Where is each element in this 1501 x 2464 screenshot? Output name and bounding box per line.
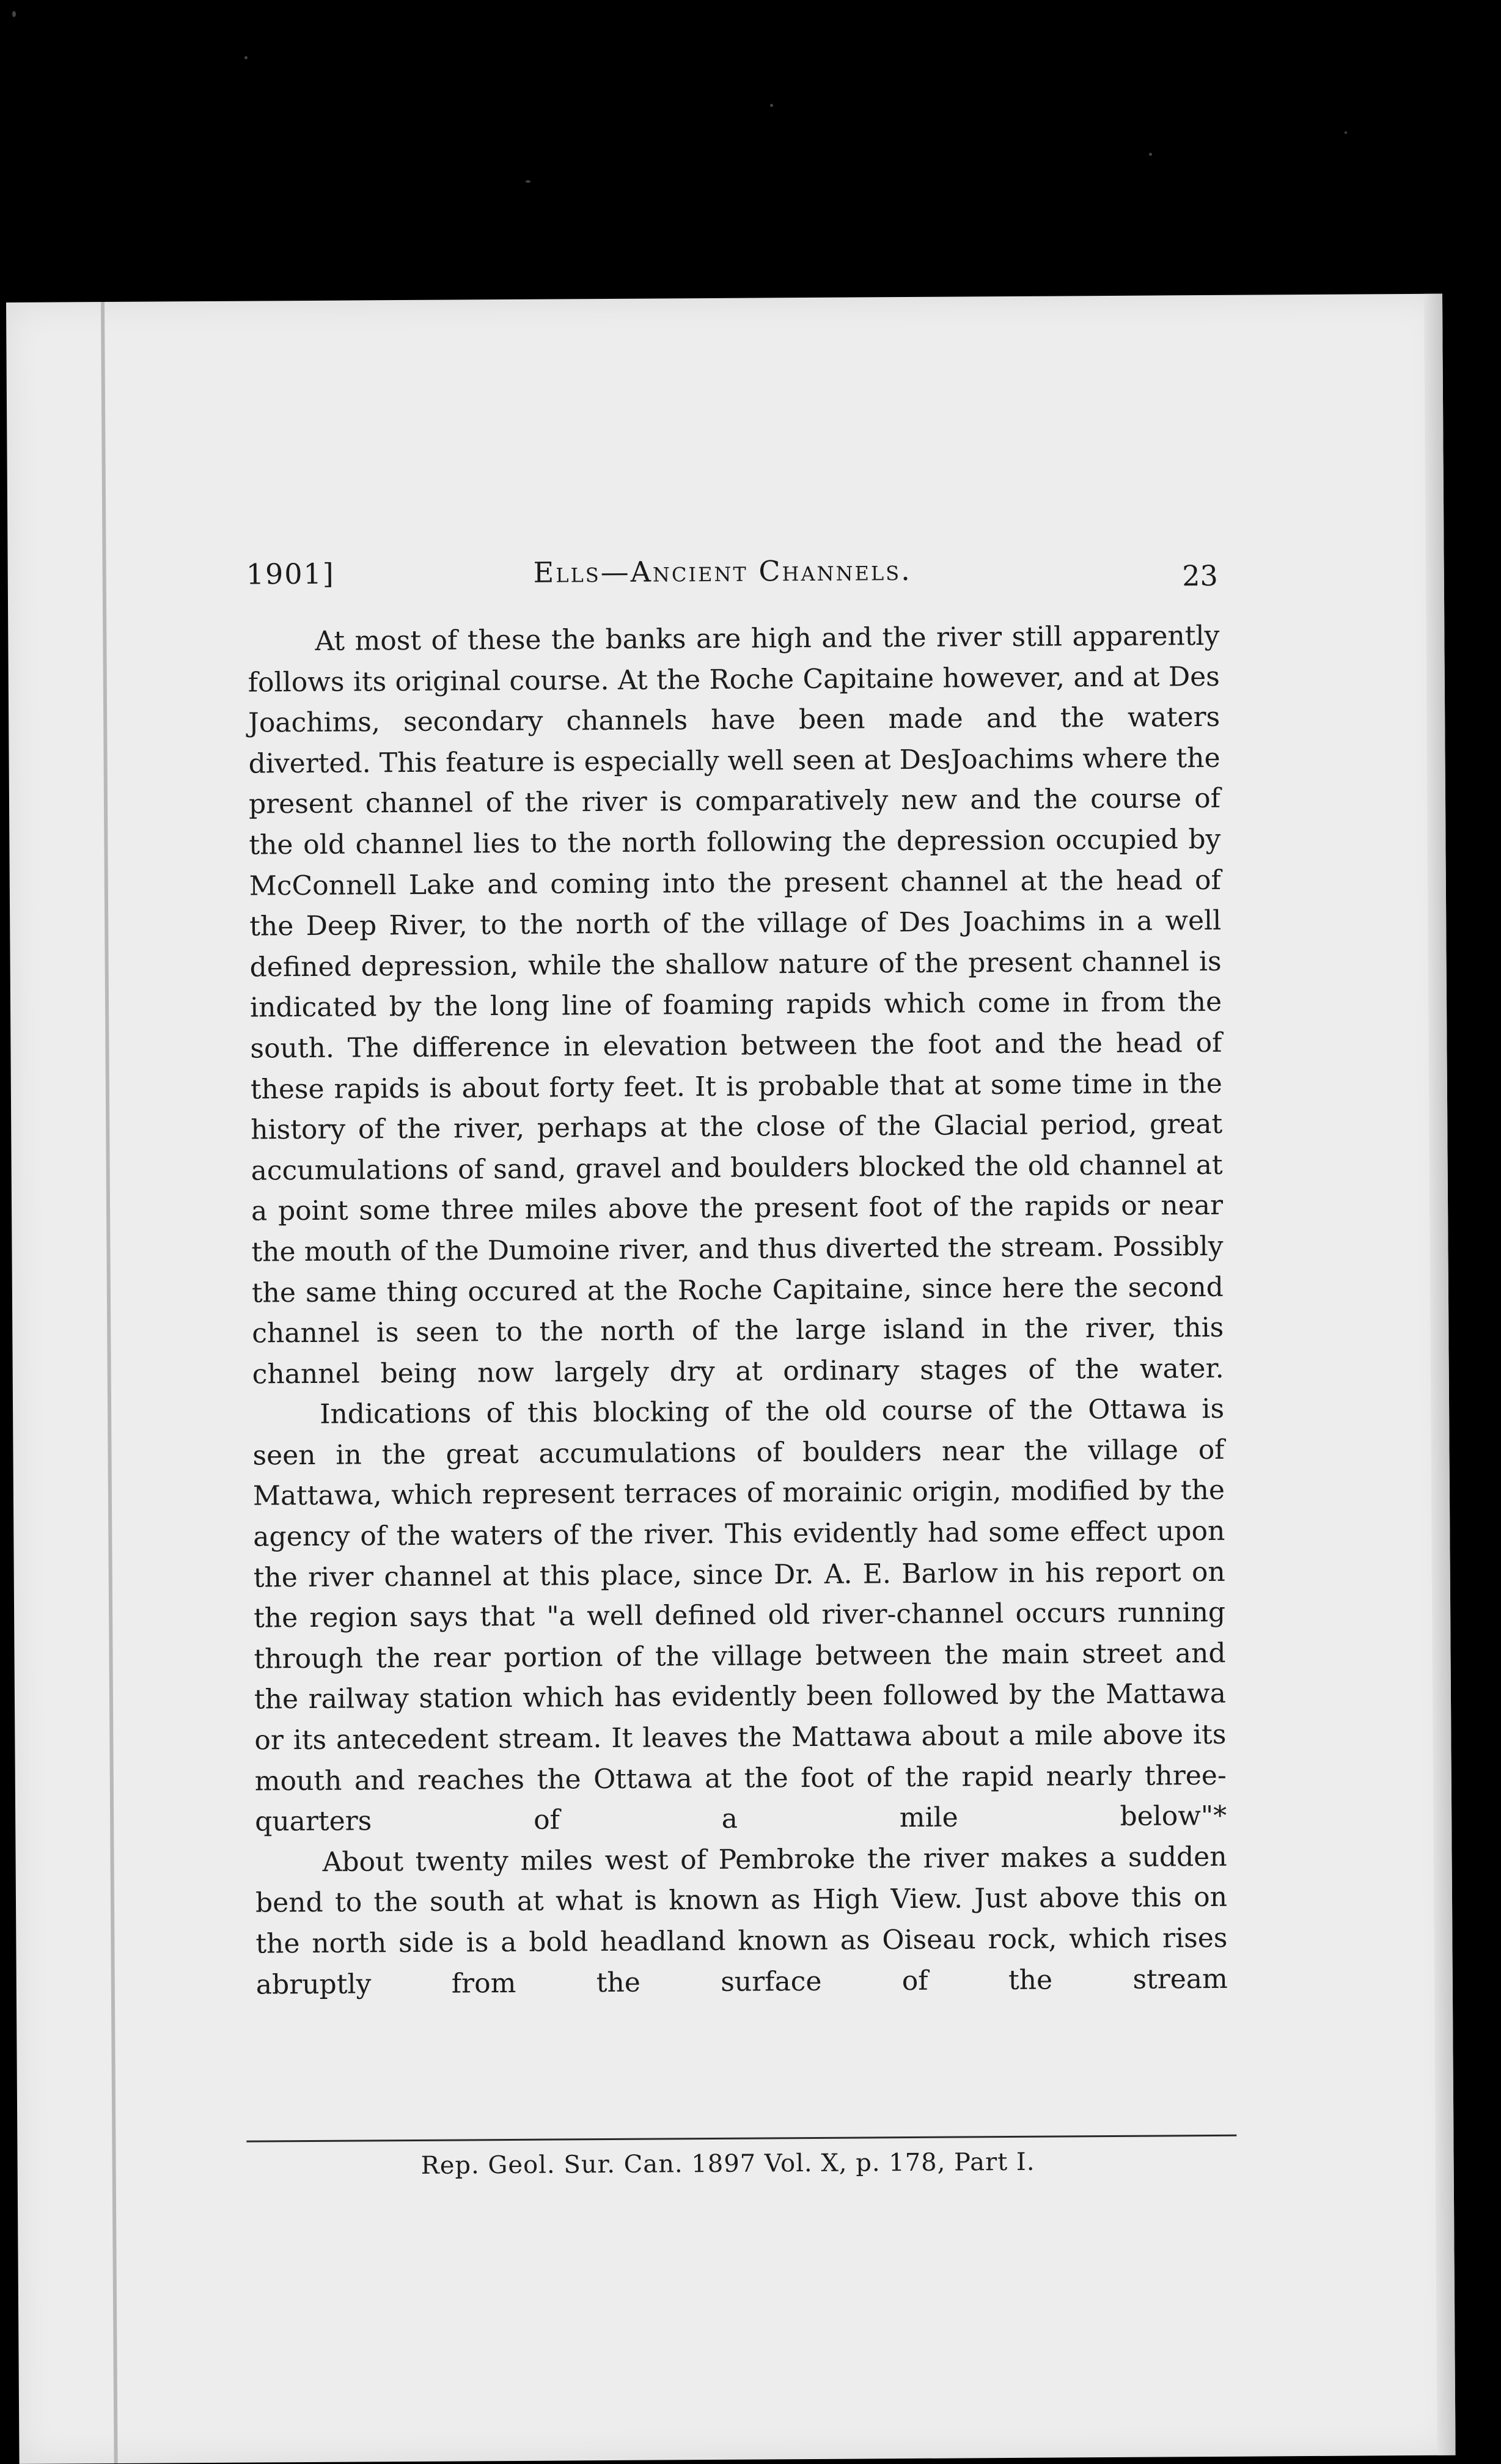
footnote-rule [246,2135,1236,2143]
running-head-title: Ells—Ancient Channels. [533,553,912,589]
paragraph-3: About twenty miles west of Pembroke the river makes a sudden bend to the south at what is known as High View. Just above this on the north side is a bold headland known as Oiseau rock, which rises abruptly from the surface of the stream [255,1841,1228,2001]
body-text [248,616,1228,2006]
scan-speck [12,11,16,17]
scan-speck [244,56,248,59]
scan-speck [1345,131,1347,134]
page-number: 23 [1182,559,1218,593]
scan-speck [526,180,530,183]
scan-speck [1149,153,1152,156]
page-margin-rule [101,302,118,2463]
paragraph-2: Indications of this blocking of the old course of the Ottawa is seen in the great accumulations of boulders near the village of Mattawa, which represent terraces of morainic origin, modified by the agency of the waters of the river. This evidently had some effect upon the river channel at this place, since Dr. A. E. Barlow in his report on the region says that "a well defined old river-channel occurs running through the rear portion of the village between the main street and the railway station which has evidently been followed by the Mattawa or its antecedent stream. It leaves the Mattawa about a mile above its mouth and reaches the Ottawa at the foot of the rapid nearly three-quarters of a mile below"* [252,1393,1227,1838]
footnote: Rep. Geol. Sur. Can. 1897 Vol. X, p. 178, Part I. [420,2147,1035,2180]
scanned-page [6,294,1456,2464]
running-head [246,552,1218,607]
running-head-year: 1901] [246,557,335,591]
scan-speck [770,104,773,107]
page-edge-shadow [1424,294,1456,2455]
paragraph-1: At most of these the banks are high and the river still apparently follows its original course. At the Roche Capitaine however, and at Des Joachims, secondary channels have been made and the waters diverted. This feature is especially well seen at DesJoachims where the present channel of the river is comparatively new and the course of the old channel lies to the north following the depression occupied by McConnell Lake and coming into the present channel at the head of the Deep River, to the north of the village of Des Joachims in a well defined depression, while the shallow nature of the present channel is indicated by the long line of foaming rapids which come in from the south. The difference in elevation between the foot and the head of these rapids is about forty feet. It is probable that at some time in the history of the river, perhaps at the close of the Glacial period, great accumulations of sand, gravel and boulders blocked the old channel at a point some three miles above the present foot of the rapids or near the mouth of the Dumoine river, and thus diverted the stream. Possibly the same thing occured at the Roche Capitaine, since here the second channel is seen to the north of the large island in the river, this channel being now largely dry at ordinary stages of the water. [248,620,1224,1390]
